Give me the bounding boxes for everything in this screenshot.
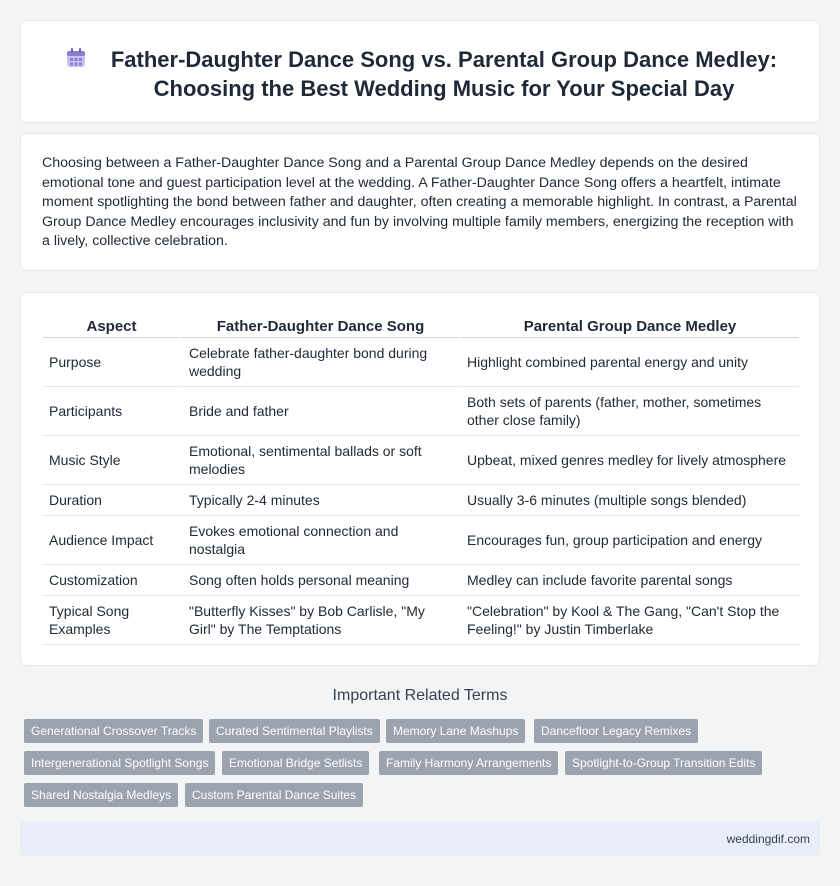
table-header-cell: Parental Group Dance Medley xyxy=(458,315,799,338)
table-cell: Upbeat, mixed genres medley for lively atmosphere xyxy=(458,436,799,485)
table-cell: "Butterfly Kisses" by Bob Carlisle, "My Girl" by The Temptations xyxy=(180,596,458,645)
table-cell-aspect: Duration xyxy=(43,485,180,516)
table-row xyxy=(43,387,799,436)
table-cell-aspect: Purpose xyxy=(43,338,180,387)
page-title: Father-Daughter Dance Song vs. Parental Group Dance Medley: Choosing the Best Wedding Music for Your Special Day xyxy=(110,47,778,101)
table-header-row xyxy=(43,315,799,338)
related-term-tag[interactable]: Intergenerational Spotlight Songs xyxy=(24,751,215,775)
table-cell: Medley can include favorite parental songs xyxy=(458,565,799,596)
related-term-tag[interactable]: Memory Lane Mashups xyxy=(386,719,525,743)
table-header-cell: Father-Daughter Dance Song xyxy=(180,315,458,338)
table-row xyxy=(43,485,799,516)
related-term-tag[interactable]: Emotional Bridge Setlists xyxy=(222,751,369,775)
table-cell-aspect: Participants xyxy=(43,387,180,436)
intro-card xyxy=(20,133,820,271)
table-cell: Typically 2-4 minutes xyxy=(180,485,458,516)
related-term-tag[interactable]: Spotlight-to-Group Transition Edits xyxy=(565,751,762,775)
table-cell-aspect: Typical Song Examples xyxy=(43,596,180,645)
related-term-tag[interactable]: Family Harmony Arrangements xyxy=(379,751,558,775)
table-cell-aspect: Music Style xyxy=(43,436,180,485)
table-cell-aspect: Customization xyxy=(43,565,180,596)
related-term-tag[interactable]: Curated Sentimental Playlists xyxy=(209,719,380,743)
table-row xyxy=(43,338,799,387)
header-card xyxy=(20,20,820,123)
related-term-tag[interactable]: Shared Nostalgia Medleys xyxy=(24,783,178,807)
related-term-tag[interactable]: Custom Parental Dance Suites xyxy=(185,783,363,807)
intro-paragraph: Choosing between a Father-Daughter Dance Song and a Parental Group Dance Medley depends on the desired emotional tone and guest participation level at the wedding. A Father-Daughter Dance Song offers a heartfelt, intimate moment spotlighting the bond between father and daughter, often creating a memorable highlight. In contrast, a Parental Group Dance Medley encourages inclusivity and fun by involving multiple family members, energizing the reception with a lively, collective celebration. xyxy=(42,155,797,249)
table-row xyxy=(43,565,799,596)
table-cell: Usually 3-6 minutes (multiple songs blended) xyxy=(458,485,799,516)
related-terms-heading: Important Related Terms xyxy=(332,687,508,704)
related-term-tag[interactable]: Generational Crossover Tracks xyxy=(24,719,203,743)
table-cell: Bride and father xyxy=(180,387,458,436)
table-cell: Highlight combined parental energy and unity xyxy=(458,338,799,387)
table-cell: "Celebration" by Kool & The Gang, "Can't Stop the Feeling!" by Justin Timberlake xyxy=(458,596,799,645)
footer xyxy=(20,822,820,856)
table-cell: Evokes emotional connection and nostalgia xyxy=(180,516,458,565)
comparison-table xyxy=(43,315,799,645)
table-row xyxy=(43,436,799,485)
table-cell: Encourages fun, group participation and energy xyxy=(458,516,799,565)
table-header-cell: Aspect xyxy=(43,315,180,338)
table-cell: Song often holds personal meaning xyxy=(180,565,458,596)
table-row xyxy=(43,516,799,565)
table-cell-aspect: Audience Impact xyxy=(43,516,180,565)
table-cell: Celebrate father-daughter bond during wedding xyxy=(180,338,458,387)
table-row xyxy=(43,596,799,645)
table-cell: Emotional, sentimental ballads or soft melodies xyxy=(180,436,458,485)
comparison-card xyxy=(20,292,820,666)
footer-site-name: weddingdif.com xyxy=(726,832,810,846)
related-term-tag[interactable]: Dancefloor Legacy Remixes xyxy=(534,719,698,743)
table-cell: Both sets of parents (father, mother, sometimes other close family) xyxy=(458,387,799,436)
